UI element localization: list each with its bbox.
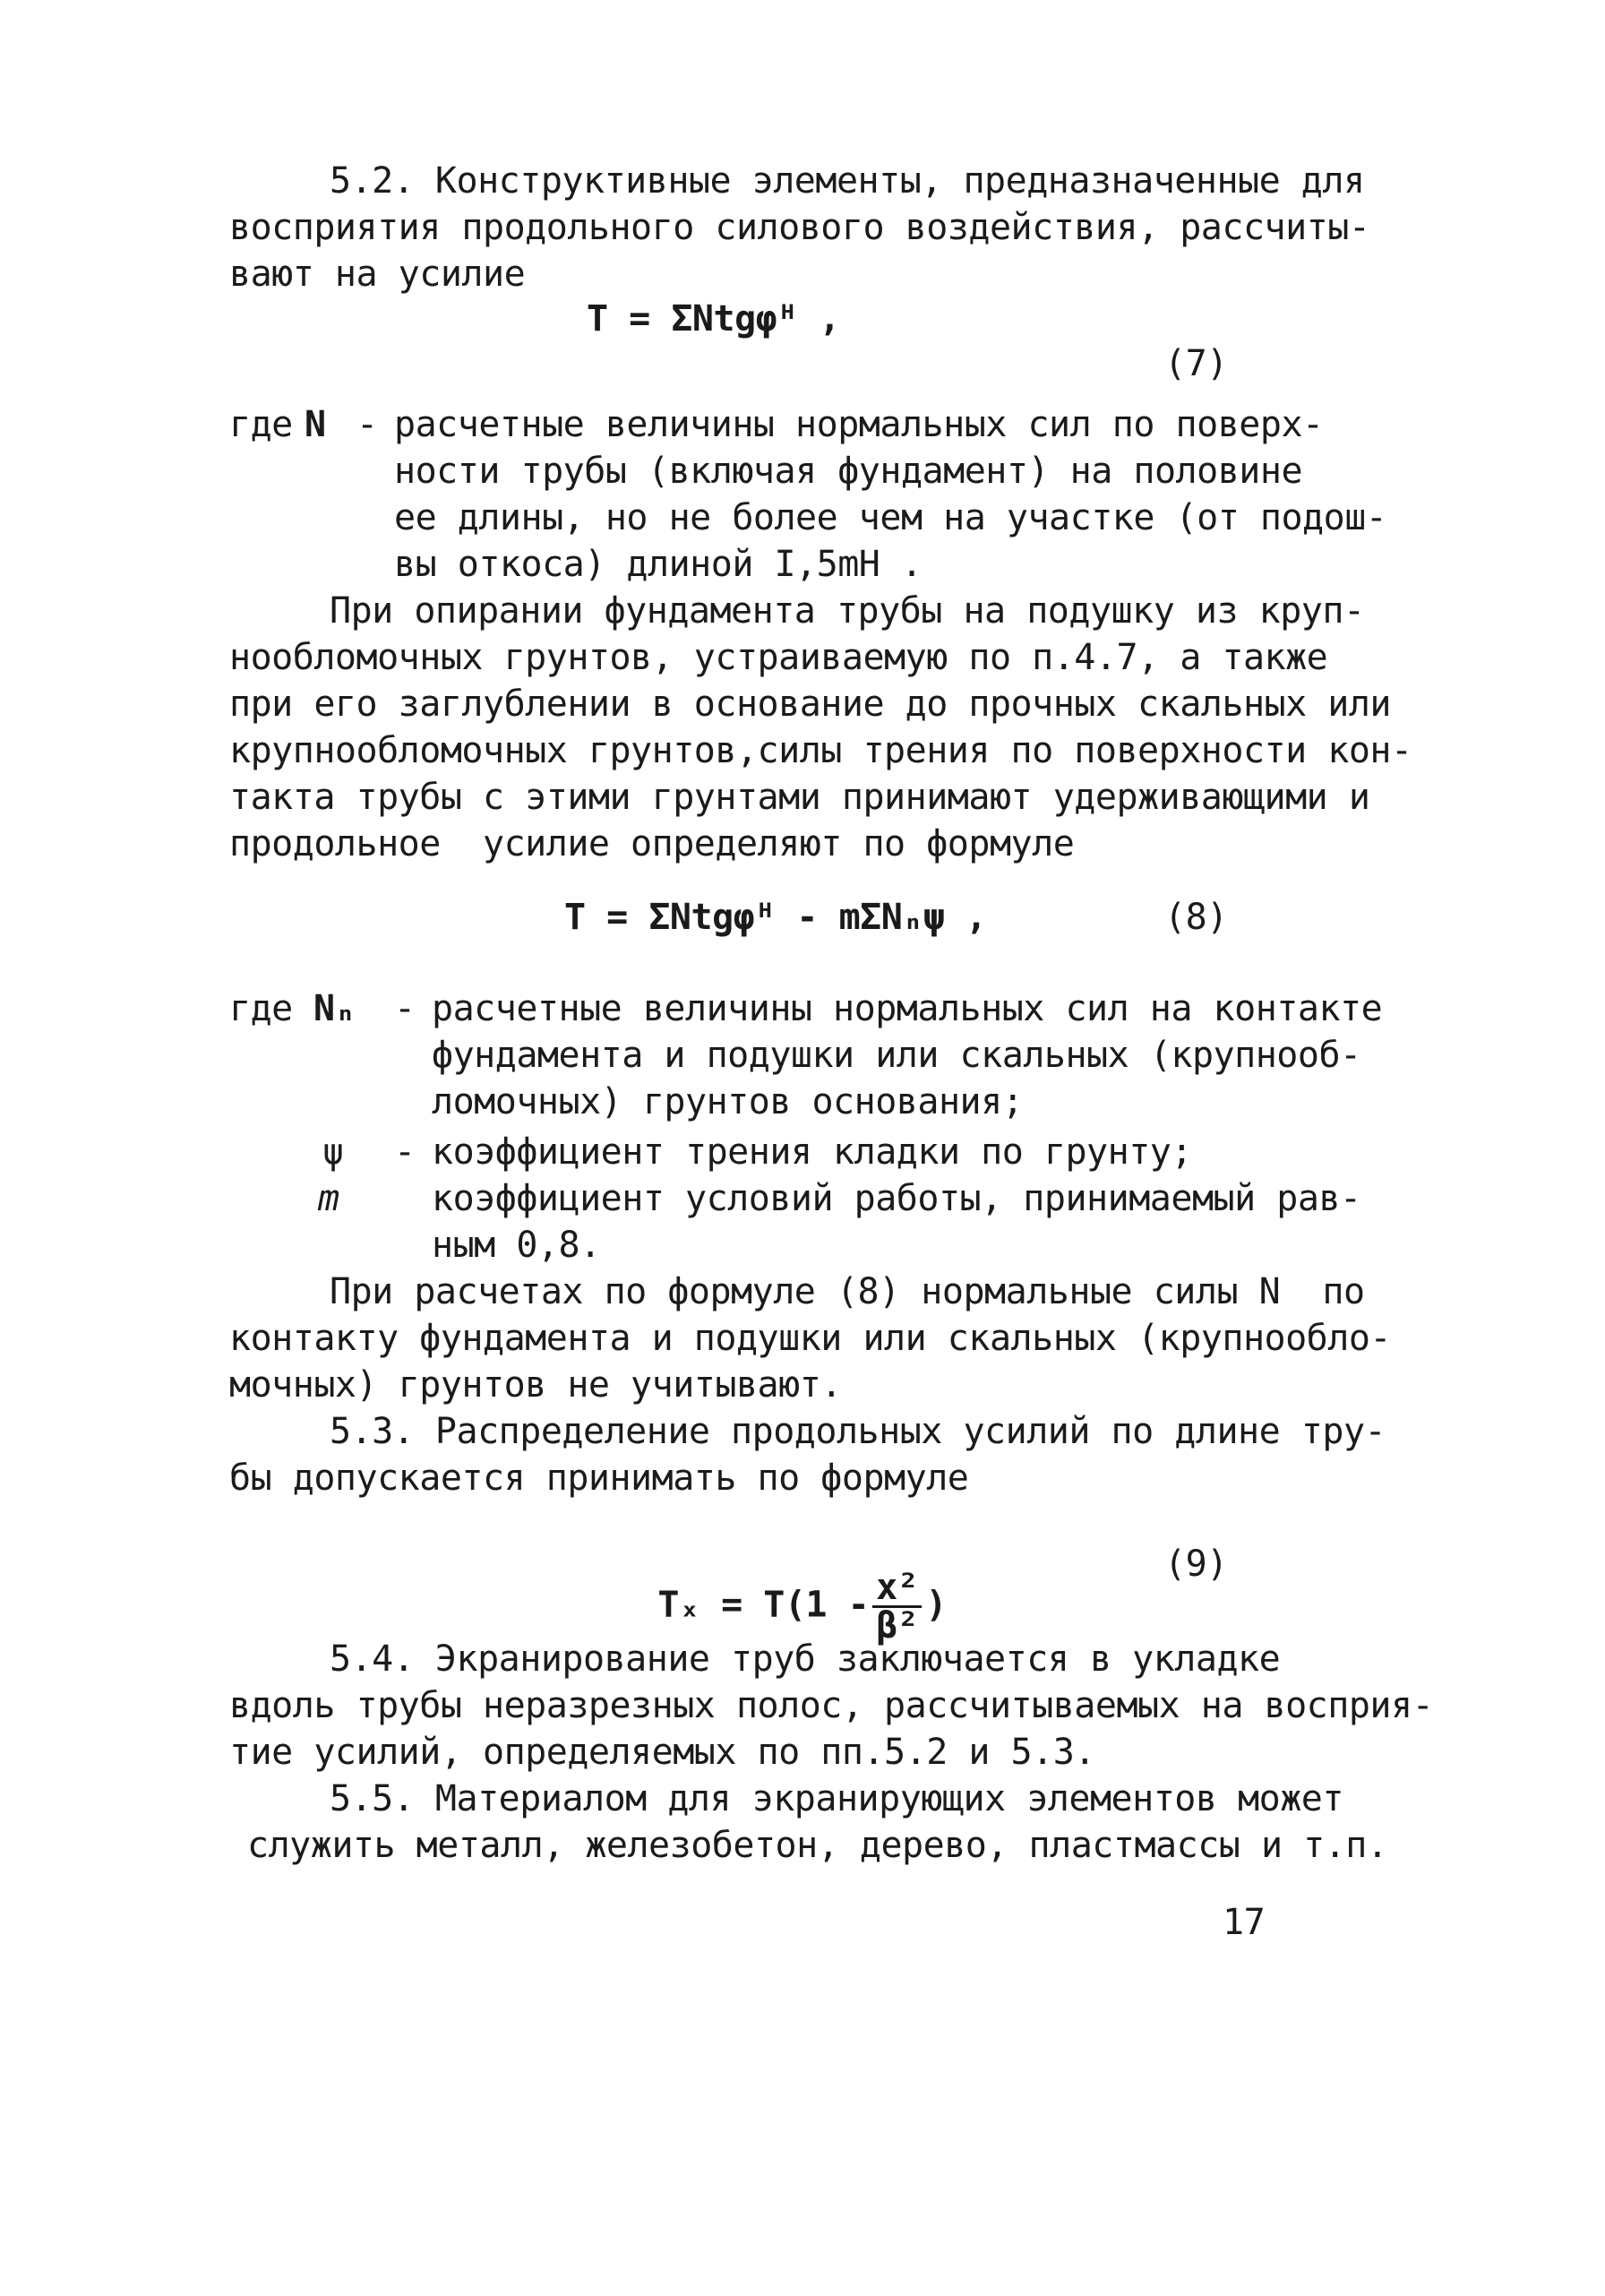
term-n-def-line-3: ее длины, но не более чем на участке (от подош- [394,497,1387,538]
section-5-5-line-2: служить металл, железобетон, дерево, пластмассы и т.п. [247,1825,1388,1866]
term-nn-dash: - [394,988,416,1029]
term-psi-def: коэффициент трения кладки по грунту; [432,1131,1192,1173]
formula-9-numerator: x² [872,1569,922,1608]
term-psi-dash: - [394,1131,416,1173]
where-label: где [229,404,293,445]
term-nn: Nₙ [313,988,356,1029]
section-5-2-line-1: 5.2. Конструктивные элементы, предназначенные для [330,160,1365,202]
term-n-def-line-2: ности трубы (включая фундамент) на половине [394,451,1303,492]
support-para-line-2: нообломочных грунтов, устраиваемую по п.4.7, а также [229,637,1328,678]
formula-9-denominator: β² [876,1605,919,1647]
section-5-4-line-3: тие усилий, определяемых по пп.5.2 и 5.3. [229,1732,1095,1773]
section-5-4-line-1: 5.4. Экранирование труб заключается в укладке [330,1638,1281,1680]
term-psi: ψ [322,1131,344,1173]
support-para-line-4: крупнообломочных грунтов,силы трения по поверхности кон- [229,730,1412,771]
formula-7-number: (7) [1164,343,1228,384]
term-m: m [318,1178,339,1219]
section-5-2-line-2: восприятия продольного силового воздействия, рассчиты- [229,207,1370,248]
section-5-4-line-2: вдоль трубы неразрезных полос, рассчитываемых на восприя- [229,1685,1434,1726]
formula-9-lhs: Tₓ = T(1 - [657,1584,870,1626]
section-5-3-line-2: бы допускается принимать по формуле [229,1458,969,1499]
support-para-line-3: при его заглублении в основание до прочных скальных или [229,684,1392,725]
calc-para-line-3: мочных) грунтов не учитывают. [229,1364,842,1406]
section-5-3-line-1: 5.3. Распределение продольных усилий по длине тру- [330,1411,1386,1452]
formula-9-number: (9) [1164,1544,1228,1585]
term-n-def-line-1: расчетные величины нормальных сил по поверх- [394,404,1324,445]
formula-8-number: (8) [1164,897,1228,938]
term-n-def-line-4: вы откоса) длиной I,5mH . [394,544,923,585]
formula-8: T = ΣNtgφᴴ - mΣNₙψ , [564,897,987,938]
term-m-def-line-2: ным 0,8. [432,1225,601,1266]
term-nn-def-line-3: ломочных) грунтов основания; [432,1081,1024,1122]
calc-para-line-2: контакту фундамента и подушки или скальных (крупнообло- [229,1318,1392,1359]
formula-7: T = ΣNtgφᴴ , [587,298,840,340]
formula-9-fraction [872,1567,922,1647]
formula-9-rhs: ) [925,1584,947,1626]
section-5-5-line-1: 5.5. Материалом для экранирующих элементов может [330,1778,1343,1819]
term-n-dash: - [356,404,378,445]
support-para-line-1: При опирании фундамента трубы на подушку из круп- [330,590,1365,632]
section-5-2-line-3: вают на усилие [229,254,526,295]
where-label-2: где [229,988,293,1029]
term-m-def-line-1: коэффициент условий работы, принимаемый рав- [432,1178,1361,1219]
support-para-line-6: продольное усилие определяют по формуле [229,823,1075,864]
page-number: 17 [1223,1902,1266,1943]
term-nn-def-line-1: расчетные величины нормальных сил на контакте [432,988,1383,1029]
term-n: N [305,404,326,445]
support-para-line-5: такта трубы с этими грунтами принимают удерживающими и [229,777,1370,818]
term-nn-def-line-2: фундамента и подушки или скальных (крупнооб- [432,1035,1361,1076]
calc-para-line-1: При расчетах по формуле (8) нормальные силы N по [330,1271,1365,1312]
